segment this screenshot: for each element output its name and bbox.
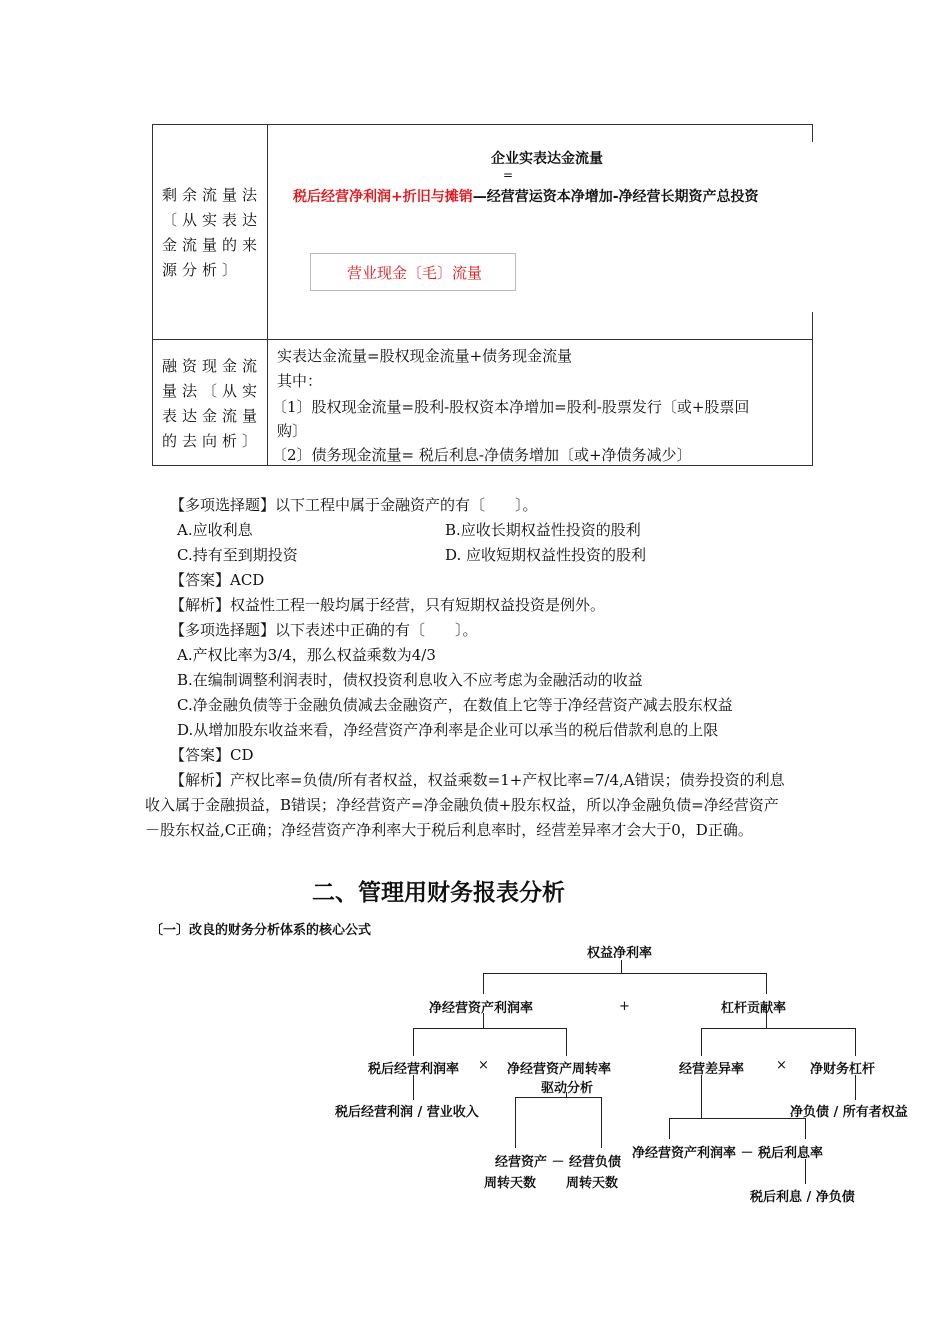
node-roe: 权益净利率	[587, 946, 653, 961]
connector	[413, 1028, 414, 1056]
q2-analysis-line-3: －股东权益,C正确；净经营资产净利率大于税后利息率时，经营差异率才会大于0，D正确。	[145, 821, 753, 839]
q1-option-d: D. 应收短期权益性投资的股利	[445, 546, 647, 564]
q2-option-d: D.从增加股东收益来看，净经营资产净利率是企业可以承当的税后借款利息的上限	[177, 721, 719, 739]
formula-title: 企业实表达金流量	[491, 151, 603, 167]
connector	[515, 1097, 602, 1098]
formula-expression	[293, 186, 759, 206]
operating-cash-flow-box	[310, 253, 516, 291]
q1-option-a: A.应收利息	[177, 521, 253, 539]
connector	[601, 1097, 602, 1148]
node-after-tax-operating-margin: 税后经营利润率	[368, 1062, 460, 1077]
row2-line-5: 〔2〕债务现金流量= 税后利息-净债务增加〔或+净债务减少〕	[272, 446, 692, 464]
q1-header: 【多项选择题】以下工程中属于金融资产的有〔 〕。	[170, 496, 538, 514]
connector	[701, 1028, 856, 1029]
connector	[413, 1075, 414, 1100]
connector	[669, 1118, 670, 1139]
node-operating-spread: 经营差异率	[679, 1062, 745, 1077]
connector	[855, 1075, 856, 1100]
node-net-operating-asset-margin: 净经营资产利润率	[429, 1001, 534, 1016]
connector	[805, 1118, 806, 1139]
connector	[805, 1159, 806, 1184]
plus-sign: +	[619, 999, 630, 1014]
q2-analysis-line-1: 【解析】产权比率=负债/所有者权益，权益乘数=1+产权比率=7/4,A错误；债券投资的利息	[170, 771, 785, 789]
node-operating-profit-over-revenue: 税后经营利润 / 营业收入	[335, 1105, 479, 1120]
q2-analysis-line-2: 收入属于金融损益，B错误；净经营资产=净金融负债+股东权益，所以净金融负债=净经营资产	[145, 796, 779, 814]
table-column-divider	[267, 124, 268, 466]
connector	[701, 1028, 702, 1056]
connector	[413, 1028, 567, 1029]
q1-option-b: B.应收长期权益性投资的股利	[445, 521, 641, 539]
row2-method-label: 融资现金流量法〔从实表达金流量的去向析〕	[162, 357, 263, 450]
table-border-right-top	[812, 124, 813, 142]
table-border-bottom	[152, 465, 813, 466]
connector	[701, 1075, 702, 1118]
q2-option-b: B.在编制调整利润表时，债权投资利息收入不应考虑为金融活动的收益	[177, 671, 643, 689]
formula-equals: =	[503, 168, 514, 182]
node-margin-minus-interest-rate: 净经营资产利润率 － 税后利息率	[632, 1146, 824, 1161]
times-sign-right: ×	[776, 1058, 787, 1073]
row2-line-1: 实表达金流量=股权现金流量+债务现金流量	[277, 347, 573, 365]
q1-option-c: C.持有至到期投资	[177, 546, 298, 564]
connector	[515, 1097, 516, 1148]
table-border-top	[152, 124, 813, 125]
connector	[621, 960, 622, 973]
table-border-left	[152, 124, 153, 466]
table-border-right-bottom	[812, 312, 813, 466]
q2-header: 【多项选择题】以下表述中正确的有〔 〕。	[170, 621, 478, 639]
row2-line-3: 〔1〕股权现金流量=股利-股权资本净增加=股利-股票发行〔或+股票回	[272, 398, 750, 416]
q1-analysis: 【解析】权益性工程一般均属于经营，只有短期权益投资是例外。	[170, 596, 606, 614]
row2-line-4: 购〕	[277, 422, 308, 440]
node-assets-minus-liabilities: 经营资产 － 经营负债	[495, 1155, 622, 1170]
connector	[483, 973, 766, 974]
times-sign-left: ×	[478, 1058, 489, 1073]
operating-cash-flow-label: 营业现金〔毛〕流量	[347, 264, 483, 282]
row2-line-2: 其中：	[277, 372, 323, 390]
q2-option-a: A.产权比率为3/4，那么权益乘数为4/3	[177, 646, 436, 664]
connector	[669, 1118, 806, 1119]
section-title: 二、管理用财务报表分析	[312, 880, 565, 906]
section-subtitle: 〔一〕改良的财务分析体系的核心公式	[150, 923, 372, 938]
node-leverage-contribution: 杠杆贡献率	[721, 1001, 787, 1016]
q2-option-c: C.净金融负债等于金融负债减去金融资产，在数值上它等于净经营资产减去股东权益	[177, 696, 733, 714]
connector	[483, 973, 484, 994]
formula-black-part: —经营营运资本净增加-净经营长期资产总投资	[472, 189, 759, 205]
q1-answer: 【答案】ACD	[170, 571, 265, 589]
connector	[766, 973, 767, 994]
node-asset-turnover: 净经营资产周转率	[507, 1062, 612, 1077]
q2-answer: 【答案】CD	[170, 746, 254, 764]
row1-method-label: 剩余流量法〔从实表达金流量的来源分析〕	[162, 186, 263, 279]
formula-red-part: 税后经营净利润+折旧与摊销	[293, 189, 473, 205]
node-interest-over-net-debt: 税后利息 / 净负债	[750, 1190, 855, 1205]
node-driver-analysis: 驱动分析	[541, 1081, 594, 1096]
node-net-financial-leverage: 净财务杠杆	[810, 1062, 876, 1077]
node-net-debt-over-equity: 净负债 / 所有者权益	[790, 1105, 908, 1120]
table-row-divider	[152, 339, 813, 340]
node-turnover-days-left: 周转天数	[484, 1176, 537, 1191]
node-turnover-days-right: 周转天数	[566, 1176, 619, 1191]
connector	[855, 1028, 856, 1056]
connector	[566, 1028, 567, 1056]
